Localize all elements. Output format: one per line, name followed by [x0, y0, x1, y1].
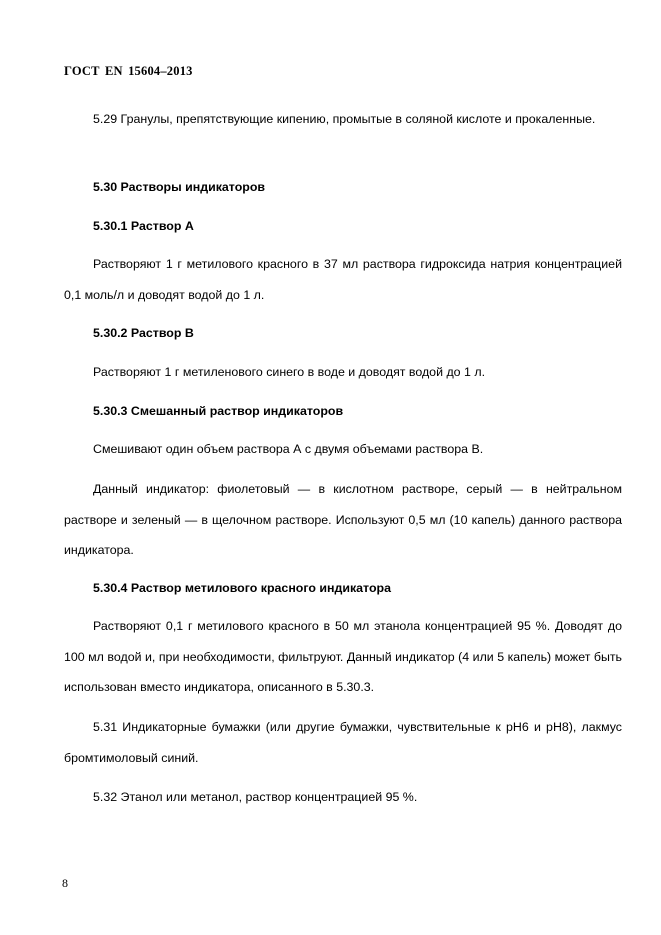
paragraph-5-31: 5.31 Индикаторные бумажки (или другие бумажки, чувствительные к рН6 и рН8), лакмус бромтимоловый синий. — [64, 720, 622, 765]
paragraph-5-30-4: Растворяют 0,1 г метилового красного в 50 мл этанола концентрацией 95 %. Доводят до 100 мл водой и, при необходимости, фильтруют. Данный индикатор (4 или 5 капель) может быть использован вместо индикатора, описанного в 5.30.3. — [64, 619, 622, 694]
paragraph-5-32: 5.32 Этанол или метанол, раствор концентрацией 95 %. — [93, 790, 418, 804]
document-header: ГОСТ EN 15604–2013 — [64, 64, 193, 78]
paragraph-5-30-3-mix: Смешивают один объем раствора А с двумя объемами раствора В. — [93, 442, 484, 456]
heading-5-30-2: 5.30.2 Раствор В — [93, 326, 194, 340]
paragraph-5-30-2: Растворяют 1 г метиленового синего в воде и доводят водой до 1 л. — [93, 365, 486, 379]
paragraph-5-30-3-colors: Данный индикатор: фиолетовый — в кислотном растворе, серый — в нейтральном растворе и зеленый — в щелочном растворе. Используют 0,5 мл (10 капель) данного раствора индикатора. — [64, 482, 622, 557]
paragraph-5-29: 5.29 Гранулы, препятствующие кипению, промытые в соляной кислоте и прокаленные. — [93, 112, 596, 126]
heading-5-30-1: 5.30.1 Раствор А — [93, 219, 194, 233]
heading-5-30-3: 5.30.3 Смешанный раствор индикаторов — [93, 404, 344, 418]
paragraph-5-30-1: Растворяют 1 г метилового красного в 37 мл раствора гидроксида натрия концентрацией 0,1 моль/л и доводят водой до 1 л. — [64, 257, 622, 302]
heading-5-30-4: 5.30.4 Раствор метилового красного индикатора — [93, 581, 391, 595]
page-number: 8 — [62, 876, 68, 890]
heading-5-30: 5.30 Растворы индикаторов — [93, 180, 266, 194]
